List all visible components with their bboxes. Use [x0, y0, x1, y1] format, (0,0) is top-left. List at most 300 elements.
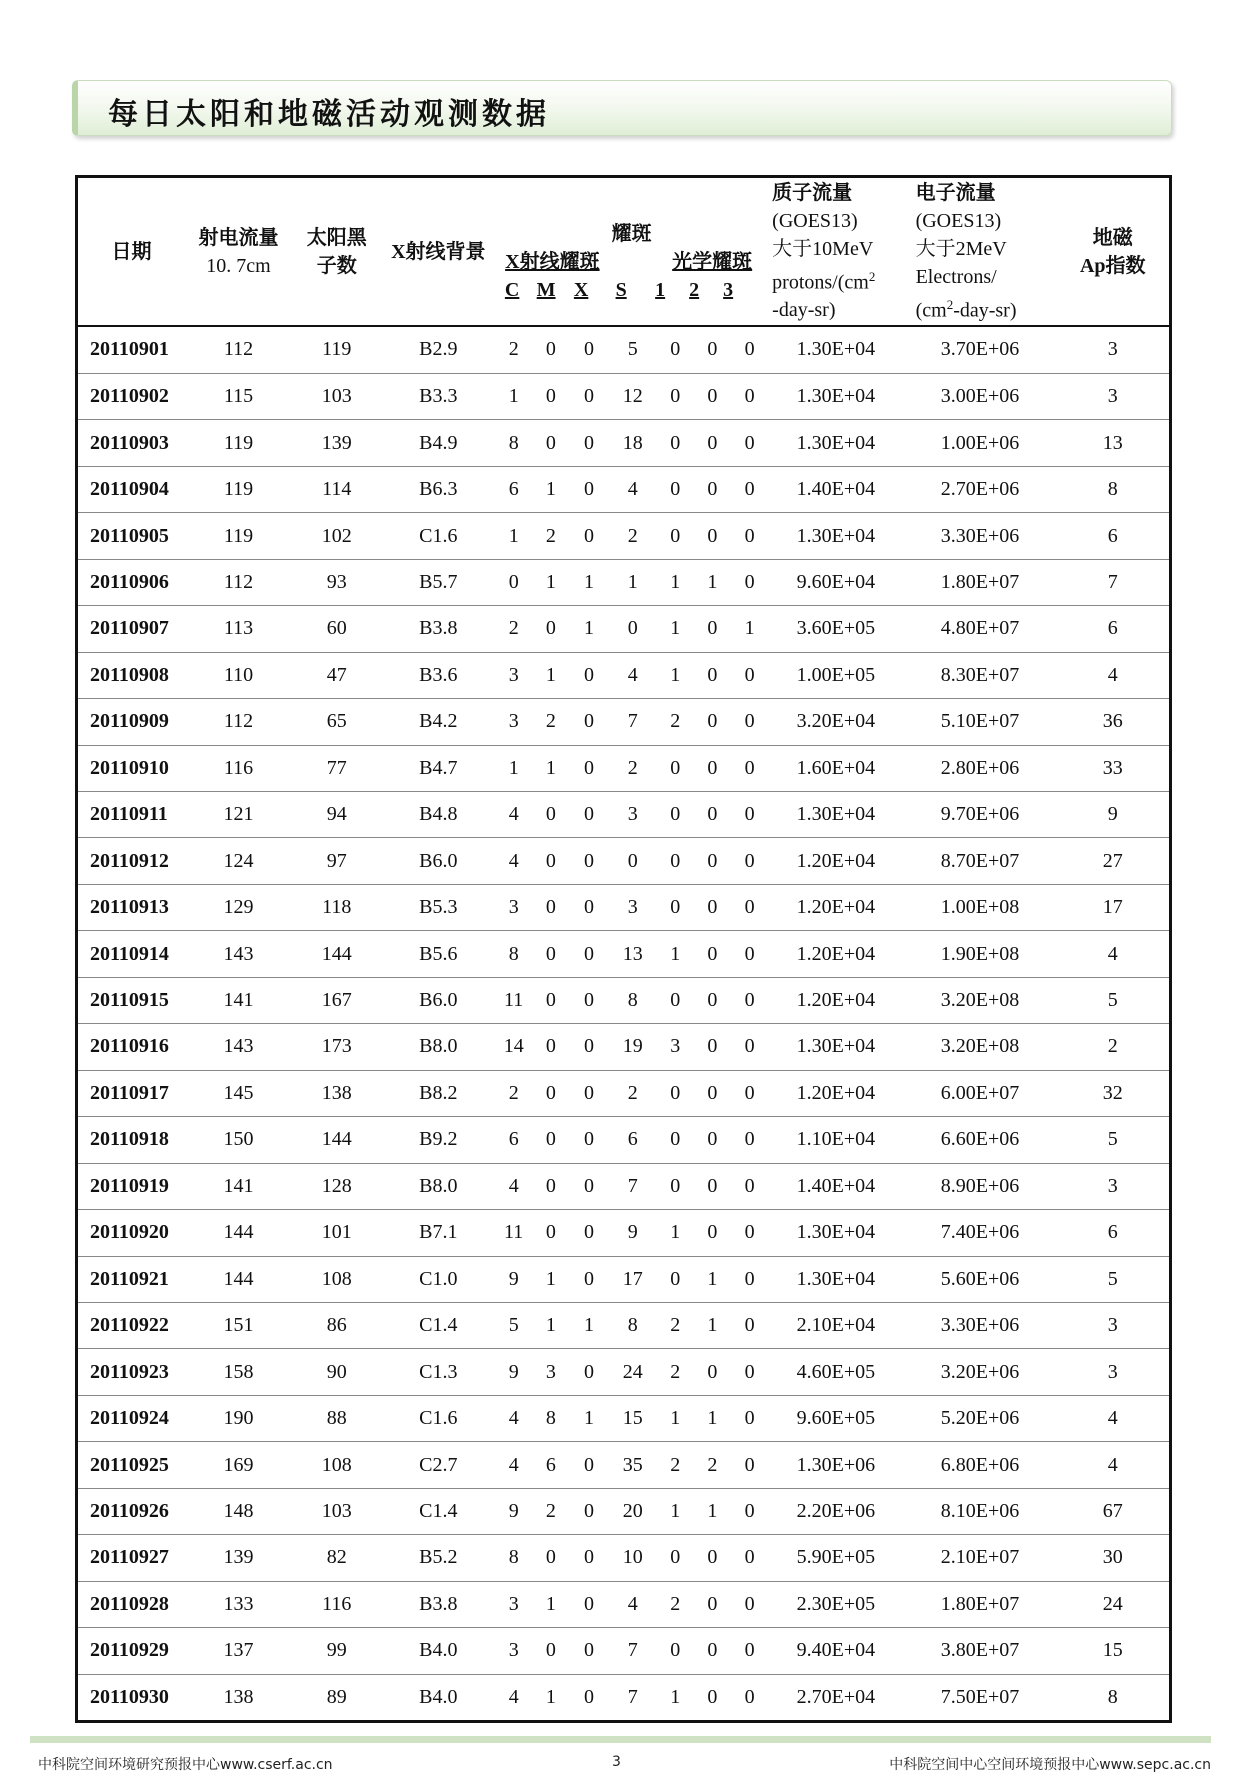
header-class-c: C — [504, 278, 520, 301]
header-flares-title: 耀斑 — [611, 222, 652, 245]
cell-ap: 7 — [1107, 570, 1118, 593]
observation-table — [78, 178, 1169, 1720]
cell-radio-flux: 119 — [223, 524, 254, 547]
cell-opt3: 0 — [744, 1360, 755, 1383]
cell-ap: 5 — [1107, 989, 1118, 1012]
cell-xray-bg: B5.6 — [419, 942, 458, 965]
header-flare-classes — [495, 276, 768, 304]
cell-date: 20110912 — [90, 849, 169, 872]
cell-radio-flux: 119 — [223, 431, 254, 454]
cell-sunspot: 144 — [321, 942, 352, 965]
table-row — [78, 1117, 1169, 1163]
cell-electron: 3.30E+06 — [940, 1314, 1020, 1337]
cell-m: 1 — [545, 1685, 556, 1708]
cell-m: 1 — [545, 756, 556, 779]
cell-sunspot: 138 — [321, 1081, 352, 1104]
cell-c: 9 — [508, 1267, 519, 1290]
cell-ap: 33 — [1102, 756, 1123, 779]
cell-opt2: 0 — [707, 524, 718, 547]
cell-s: 7 — [627, 1685, 638, 1708]
cell-m: 0 — [545, 617, 556, 640]
cell-electron: 1.80E+07 — [940, 1592, 1020, 1615]
cell-ap: 4 — [1107, 1453, 1118, 1476]
cell-ap: 24 — [1102, 1592, 1123, 1615]
cell-electron: 3.80E+07 — [940, 1639, 1020, 1662]
cell-c: 4 — [508, 1407, 519, 1430]
cell-xray-bg: C2.7 — [419, 1453, 458, 1476]
cell-date: 20110904 — [90, 478, 169, 501]
table-row — [78, 420, 1169, 466]
table-row — [78, 792, 1169, 838]
cell-electron: 3.00E+06 — [940, 385, 1020, 408]
cell-opt1: 1 — [670, 1500, 681, 1523]
cell-opt1: 0 — [670, 756, 681, 779]
cell-s: 8 — [627, 1314, 638, 1337]
cell-s: 12 — [622, 385, 643, 408]
header-electron-line1: 电子流量 — [915, 181, 996, 204]
page-title: 每日太阳和地磁活动观测数据 — [108, 97, 550, 132]
cell-opt2: 0 — [707, 338, 718, 361]
cell-sunspot: 94 — [326, 803, 347, 826]
cell-s: 20 — [622, 1500, 643, 1523]
cell-c: 11 — [504, 989, 524, 1012]
cell-electron: 7.40E+06 — [940, 1221, 1020, 1244]
cell-opt2: 0 — [707, 1174, 718, 1197]
cell-c: 9 — [508, 1360, 519, 1383]
cell-ap: 3 — [1107, 1314, 1118, 1337]
cell-c: 2 — [508, 1081, 519, 1104]
table-row — [78, 1442, 1169, 1488]
cell-ap: 5 — [1107, 1128, 1118, 1151]
cell-sunspot: 90 — [326, 1360, 347, 1383]
cell-date: 20110930 — [90, 1685, 169, 1708]
cell-opt3: 0 — [744, 1267, 755, 1290]
cell-opt1: 1 — [670, 1407, 681, 1430]
cell-ap: 9 — [1107, 803, 1118, 826]
table-row — [78, 1163, 1169, 1209]
cell-ap: 5 — [1107, 1267, 1118, 1290]
table-row — [78, 326, 1169, 373]
footer-right-credit: 中科院空间中心空间环境预报中心www.sepc.ac.cn — [889, 1757, 1211, 1773]
cell-opt3: 0 — [744, 849, 755, 872]
table-row — [78, 1395, 1169, 1441]
header-proton-line4 — [772, 263, 903, 297]
cell-radio-flux: 119 — [223, 478, 254, 501]
cell-opt2: 0 — [707, 1221, 718, 1244]
footer-left-credit: 中科院空间环境研究预报中心www.cserf.ac.cn — [38, 1757, 333, 1773]
cell-opt3: 0 — [744, 710, 755, 733]
cell-m: 0 — [545, 942, 556, 965]
cell-x: 1 — [584, 1407, 595, 1430]
cell-proton: 1.20E+04 — [796, 1081, 876, 1104]
cell-m: 8 — [545, 1407, 556, 1430]
cell-radio-flux: 112 — [223, 338, 254, 361]
cell-opt2: 0 — [707, 1639, 718, 1662]
cell-opt3: 0 — [744, 756, 755, 779]
cell-c: 8 — [508, 1546, 519, 1569]
cell-ap: 6 — [1107, 617, 1118, 640]
cell-opt1: 2 — [670, 1314, 681, 1337]
cell-date: 20110916 — [90, 1035, 169, 1058]
cell-xray-bg: B4.8 — [419, 803, 458, 826]
cell-sunspot: 103 — [321, 1500, 352, 1523]
cell-xray-bg: B2.9 — [419, 338, 458, 361]
header-class-2: 2 — [689, 278, 700, 301]
cell-m: 0 — [545, 1546, 556, 1569]
cell-xray-bg: C1.3 — [419, 1360, 458, 1383]
cell-opt3: 0 — [744, 1639, 755, 1662]
table-row — [78, 559, 1169, 605]
cell-s: 9 — [627, 1221, 638, 1244]
cell-radio-flux: 144 — [223, 1267, 254, 1290]
cell-x: 0 — [584, 896, 595, 919]
cell-s: 4 — [627, 478, 638, 501]
cell-proton: 1.20E+04 — [796, 896, 876, 919]
cell-xray-bg: B5.2 — [419, 1546, 458, 1569]
cell-proton: 1.30E+04 — [796, 803, 876, 826]
cell-sunspot: 86 — [326, 1314, 347, 1337]
cell-radio-flux: 148 — [223, 1500, 254, 1523]
cell-opt1: 0 — [670, 1128, 681, 1151]
cell-c: 5 — [508, 1314, 519, 1337]
cell-proton: 2.30E+05 — [796, 1592, 876, 1615]
cell-radio-flux: 137 — [223, 1639, 254, 1662]
cell-xray-bg: B3.8 — [419, 617, 458, 640]
cell-xray-bg: C1.0 — [419, 1267, 458, 1290]
cell-radio-flux: 141 — [223, 989, 254, 1012]
cell-opt1: 2 — [670, 1592, 681, 1615]
cell-xray-bg: B5.3 — [419, 896, 458, 919]
cell-proton: 1.30E+04 — [796, 385, 876, 408]
table-header-row — [78, 178, 1169, 326]
cell-sunspot: 88 — [326, 1407, 347, 1430]
cell-opt2: 0 — [707, 942, 718, 965]
table-row — [78, 1024, 1169, 1070]
cell-radio-flux: 133 — [223, 1592, 254, 1615]
cell-sunspot: 128 — [321, 1174, 352, 1197]
cell-opt3: 0 — [744, 385, 755, 408]
cell-opt3: 0 — [744, 896, 755, 919]
cell-xray-bg: B3.8 — [419, 1592, 458, 1615]
cell-c: 11 — [504, 1221, 524, 1244]
cell-ap: 13 — [1102, 431, 1123, 454]
cell-x: 0 — [584, 1221, 595, 1244]
cell-proton: 1.40E+04 — [796, 478, 876, 501]
cell-ap: 6 — [1107, 524, 1118, 547]
cell-xray-bg: B6.0 — [419, 849, 458, 872]
cell-electron: 1.80E+07 — [940, 570, 1020, 593]
cell-proton: 1.20E+04 — [796, 942, 876, 965]
cell-opt1: 0 — [670, 524, 681, 547]
header-electron-line2: (GOES13) — [915, 209, 1002, 232]
cell-s: 7 — [627, 1639, 638, 1662]
cell-electron: 3.20E+08 — [940, 989, 1020, 1012]
cell-sunspot: 118 — [322, 896, 352, 919]
cell-x: 0 — [584, 431, 595, 454]
cell-date: 20110918 — [90, 1128, 169, 1151]
cell-s: 2 — [627, 1081, 638, 1104]
cell-x: 0 — [584, 1685, 595, 1708]
cell-s: 3 — [627, 803, 638, 826]
cell-sunspot: 102 — [321, 524, 352, 547]
cell-x: 1 — [584, 1314, 595, 1337]
cell-radio-flux: 169 — [223, 1453, 254, 1476]
cell-xray-bg: B4.9 — [419, 431, 458, 454]
cell-proton: 4.60E+05 — [796, 1360, 876, 1383]
cell-opt2: 0 — [707, 1685, 718, 1708]
cell-opt1: 0 — [670, 1267, 681, 1290]
cell-proton: 3.20E+04 — [796, 710, 876, 733]
cell-x: 0 — [584, 1267, 595, 1290]
cell-date: 20110915 — [90, 989, 169, 1012]
cell-s: 2 — [627, 756, 638, 779]
cell-opt2: 2 — [707, 1453, 718, 1476]
cell-c: 4 — [508, 1453, 519, 1476]
cell-ap: 30 — [1102, 1546, 1123, 1569]
cell-opt3: 0 — [744, 1500, 755, 1523]
cell-xray-bg: B8.0 — [419, 1035, 458, 1058]
cell-date: 20110909 — [90, 710, 169, 733]
cell-xray-bg: B6.0 — [419, 989, 458, 1012]
cell-electron: 2.10E+07 — [940, 1546, 1020, 1569]
cell-proton: 1.00E+05 — [796, 663, 876, 686]
cell-x: 0 — [584, 524, 595, 547]
cell-opt2: 0 — [707, 478, 718, 501]
cell-date: 20110928 — [90, 1592, 169, 1615]
cell-sunspot: 101 — [321, 1221, 352, 1244]
cell-xray-bg: B4.0 — [419, 1685, 458, 1708]
cell-s: 1 — [627, 570, 638, 593]
cell-opt2: 0 — [707, 710, 718, 733]
cell-radio-flux: 112 — [223, 570, 254, 593]
cell-radio-flux: 144 — [223, 1221, 254, 1244]
cell-opt1: 1 — [670, 1685, 681, 1708]
cell-ap: 36 — [1102, 710, 1123, 733]
table-row — [78, 1070, 1169, 1116]
cell-sunspot: 103 — [321, 385, 352, 408]
cell-electron: 6.60E+06 — [940, 1128, 1020, 1151]
cell-date: 20110910 — [90, 756, 169, 779]
cell-xray-bg: C1.4 — [419, 1500, 458, 1523]
cell-opt2: 1 — [707, 1500, 718, 1523]
cell-x: 0 — [584, 338, 595, 361]
header-proton-line5: -day-sr) — [772, 299, 836, 322]
cell-x: 0 — [584, 1360, 595, 1383]
cell-opt2: 1 — [707, 1314, 718, 1337]
cell-sunspot: 108 — [321, 1267, 352, 1290]
cell-xray-bg: B5.7 — [419, 570, 458, 593]
cell-opt3: 0 — [744, 1453, 755, 1476]
cell-opt3: 0 — [744, 663, 755, 686]
cell-electron: 5.10E+07 — [940, 710, 1020, 733]
cell-opt3: 0 — [744, 431, 755, 454]
cell-sunspot: 82 — [326, 1546, 347, 1569]
cell-ap: 2 — [1107, 1035, 1118, 1058]
cell-m: 0 — [545, 1639, 556, 1662]
cell-proton: 1.30E+04 — [796, 431, 876, 454]
cell-sunspot: 60 — [326, 617, 347, 640]
cell-c: 2 — [508, 617, 519, 640]
cell-c: 6 — [508, 478, 519, 501]
cell-electron: 6.80E+06 — [940, 1453, 1020, 1476]
cell-c: 8 — [508, 431, 519, 454]
cell-proton: 1.20E+04 — [796, 849, 876, 872]
cell-m: 0 — [545, 338, 556, 361]
table-row — [78, 1535, 1169, 1581]
cell-electron: 1.00E+06 — [940, 431, 1020, 454]
table-row — [78, 1349, 1169, 1395]
cell-c: 9 — [508, 1500, 519, 1523]
header-sunspot-line2: 子数 — [316, 254, 357, 277]
cell-x: 0 — [584, 1592, 595, 1615]
cell-proton: 2.70E+04 — [796, 1685, 876, 1708]
cell-proton: 1.30E+04 — [796, 1267, 876, 1290]
table-row — [78, 931, 1169, 977]
cell-opt3: 0 — [744, 1128, 755, 1151]
cell-opt3: 0 — [744, 1081, 755, 1104]
cell-date: 20110929 — [90, 1639, 169, 1662]
header-radio-flux-line1: 射电流量 — [198, 226, 279, 249]
cell-opt2: 0 — [707, 1035, 718, 1058]
cell-radio-flux: 129 — [223, 896, 254, 919]
cell-opt2: 0 — [707, 849, 718, 872]
table-row — [78, 838, 1169, 884]
cell-ap: 4 — [1107, 663, 1118, 686]
cell-radio-flux: 150 — [223, 1128, 254, 1151]
cell-ap: 3 — [1107, 385, 1118, 408]
cell-s: 35 — [622, 1453, 643, 1476]
cell-m: 1 — [545, 1267, 556, 1290]
cell-c: 3 — [508, 1639, 519, 1662]
cell-s: 4 — [627, 1592, 638, 1615]
cell-opt3: 0 — [744, 1035, 755, 1058]
cell-c: 3 — [508, 896, 519, 919]
cell-c: 4 — [508, 803, 519, 826]
cell-c: 3 — [508, 1592, 519, 1615]
cell-sunspot: 167 — [321, 989, 352, 1012]
cell-electron: 7.50E+07 — [940, 1685, 1020, 1708]
cell-c: 3 — [508, 710, 519, 733]
cell-sunspot: 65 — [326, 710, 347, 733]
cell-opt2: 0 — [707, 989, 718, 1012]
cell-opt2: 0 — [707, 431, 718, 454]
cell-electron: 8.10E+06 — [940, 1500, 1020, 1523]
cell-date: 20110914 — [90, 942, 169, 965]
cell-ap: 4 — [1107, 942, 1118, 965]
cell-radio-flux: 112 — [223, 710, 254, 733]
table-row — [78, 606, 1169, 652]
cell-opt3: 0 — [744, 1221, 755, 1244]
cell-sunspot: 89 — [326, 1685, 347, 1708]
cell-ap: 67 — [1102, 1500, 1123, 1523]
cell-c: 4 — [508, 849, 519, 872]
cell-date: 20110901 — [90, 338, 169, 361]
table-row — [78, 884, 1169, 930]
cell-radio-flux: 121 — [223, 803, 254, 826]
cell-opt2: 1 — [707, 570, 718, 593]
table-row — [78, 1628, 1169, 1674]
cell-date: 20110927 — [90, 1546, 169, 1569]
cell-opt2: 0 — [707, 1128, 718, 1151]
cell-date: 20110924 — [90, 1407, 169, 1430]
header-flares — [495, 178, 768, 326]
cell-c: 4 — [508, 1685, 519, 1708]
cell-m: 1 — [545, 570, 556, 593]
header-proton-line3: 大于10MeV — [772, 237, 874, 260]
header-class-1: 1 — [655, 278, 666, 301]
header-proton-flux — [768, 178, 903, 326]
cell-proton: 9.60E+05 — [796, 1407, 876, 1430]
cell-opt1: 0 — [670, 478, 681, 501]
cell-opt3: 0 — [744, 1685, 755, 1708]
cell-c: 0 — [508, 570, 519, 593]
table-row — [78, 745, 1169, 791]
cell-electron: 4.80E+07 — [940, 617, 1020, 640]
table-row — [78, 466, 1169, 512]
cell-opt3: 0 — [744, 524, 755, 547]
cell-electron: 3.70E+06 — [940, 338, 1020, 361]
cell-s: 3 — [627, 896, 638, 919]
cell-opt3: 0 — [744, 803, 755, 826]
cell-date: 20110917 — [90, 1081, 169, 1104]
cell-opt2: 0 — [707, 756, 718, 779]
cell-date: 20110919 — [90, 1174, 169, 1197]
cell-opt1: 0 — [670, 385, 681, 408]
cell-s: 5 — [627, 338, 638, 361]
cell-sunspot: 93 — [326, 570, 347, 593]
cell-opt1: 2 — [670, 710, 681, 733]
cell-date: 20110908 — [90, 663, 169, 686]
cell-opt1: 3 — [670, 1035, 681, 1058]
cell-m: 2 — [545, 524, 556, 547]
cell-c: 4 — [508, 1174, 519, 1197]
header-electron-flux — [904, 178, 1057, 326]
cell-opt3: 0 — [744, 942, 755, 965]
cell-x: 0 — [584, 663, 595, 686]
cell-date: 20110921 — [90, 1267, 169, 1290]
cell-sunspot: 119 — [322, 338, 352, 361]
table-row — [78, 1581, 1169, 1627]
cell-proton: 1.30E+04 — [796, 524, 876, 547]
cell-radio-flux: 116 — [223, 756, 254, 779]
cell-xray-bg: C1.4 — [419, 1314, 458, 1337]
cell-radio-flux: 139 — [223, 1546, 254, 1569]
cell-s: 0 — [627, 617, 638, 640]
cell-ap: 15 — [1102, 1639, 1123, 1662]
cell-opt1: 0 — [670, 1174, 681, 1197]
cell-c: 14 — [503, 1035, 524, 1058]
cell-opt1: 1 — [670, 617, 681, 640]
header-class-s: S — [615, 278, 627, 301]
cell-opt3: 0 — [744, 1546, 755, 1569]
header-sunspot-line1: 太阳黑 — [306, 226, 367, 249]
cell-opt1: 1 — [670, 570, 681, 593]
table-row — [78, 1302, 1169, 1348]
cell-radio-flux: 138 — [223, 1685, 254, 1708]
cell-m: 0 — [545, 431, 556, 454]
page-number: 3 — [612, 1754, 621, 1770]
header-class-m: M — [536, 278, 556, 301]
cell-m: 2 — [545, 710, 556, 733]
header-radio-flux — [185, 178, 292, 326]
header-ap-line2: Ap指数 — [1079, 254, 1146, 277]
cell-date: 20110920 — [90, 1221, 169, 1244]
table-body — [78, 326, 1169, 1720]
cell-electron: 2.80E+06 — [940, 756, 1020, 779]
header-electron-line3: 大于2MeV — [915, 237, 1007, 260]
cell-radio-flux: 158 — [223, 1360, 254, 1383]
cell-opt3: 0 — [744, 1314, 755, 1337]
